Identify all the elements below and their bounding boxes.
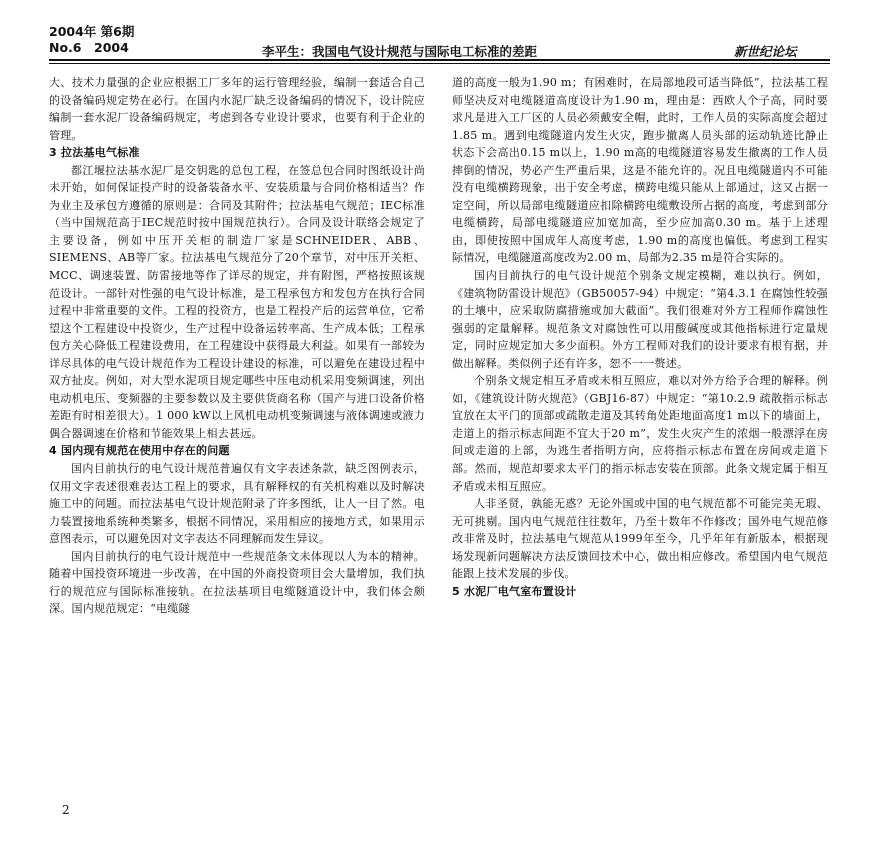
- right-column: [452, 74, 828, 600]
- paragraph: 国内目前执行的电气设计规范普遍仅有文字表述条款，缺乏图例表示，仅用文字表述很难表达工程上的要求，具有解释权的有关机构难以及时解决施工中的问题。而拉法基电气设计规范附录了许多图纸，让人一目了然。电力装置接地系统种类繁多，根据不同情况，采用相应的接地方式，如果用示意图表示，可以避免因对文字表达不同理解而发生异议。: [49, 462, 425, 546]
- journal-name: 新世纪论坛: [734, 44, 797, 59]
- running-title: 李平生：我国电气设计规范与国际电工标准的差距: [262, 44, 538, 59]
- issue-info: [49, 24, 134, 56]
- paragraph: 国内目前执行的电气设计规范中一些规范条文未体现以人为本的精神。随着中国投资环境进一步改善，在中国的外商投资项目会大量增加，我们执行的规范应与国际标准接轨。在拉法基项目电缆隧道设计中，我们体会颇深。国内规范规定：“电缆隧: [49, 549, 425, 616]
- paragraph: 人非圣贤，孰能无惑？无论外国或中国的电气规范都不可能完美无瑕、无可挑剔。国内电气规范往往数年，乃至十数年不作修改；国外电气规范修改非常及时，拉法基电气规范从1999年至今，几乎年年有新版本，根据现场发现新问题解决方法反馈回技术中心，做出相应修改。希望国内电气规范能跟上技术发展的步伐。: [452, 497, 828, 581]
- section-heading: 4 国内现有规范在使用中存在的问题: [49, 444, 230, 458]
- header-rule-thick: [49, 59, 830, 61]
- issue-number: No.6 2004: [49, 40, 129, 55]
- header-rule-thin: [49, 63, 830, 64]
- section-heading: 3 拉法基电气标准: [49, 146, 140, 160]
- paragraph: 国内目前执行的电气设计规范个别条文规定模糊，难以执行。例如，《建筑物防雷设计规范》（GB50057-94）中规定：“第4.3.1 在腐蚀性较强的土壤中，应采取防腐措施或加大截面”。我们很难对外方工程师作腐蚀性强弱的定量解释。规范条文对腐蚀性可以用酸碱度或其他指标进行定量规定，同时应规定加大多少面积。外方工程师对我们的设计要求有根有据，并做出解释。类似例子还有许多，恕不一一赘述。: [452, 269, 828, 370]
- paragraph: 大、技术力量强的企业应根据工厂多年的运行管理经验，编制一套适合自己的设备编码规定势在必行。在国内水泥厂缺乏设备编码的情况下，设计院应编制一套水泥厂设备编码规定，考虑到各专业设计要求，也要有利于企业的管理。: [49, 76, 425, 142]
- section-heading: 5 水泥厂电气室布置设计: [452, 584, 577, 598]
- left-column: [49, 74, 425, 618]
- year-issue: 2004年 第6期: [49, 24, 135, 39]
- paragraph: 道的高度一般为1.90 m；有困难时，在局部地段可适当降低”，拉法基工程师坚决反对电缆隧道高度设计为1.90 m，理由是：西欧人个子高，同时要求凡是进入工厂区的人员必须戴安全帽，此时，工作人员的实际高度会超过1.85 m。遇到电缆隧道内发生火灾，跑步撤离人员头部的运动轨迹比静止状态下会高出0.15 m以上，1.90 m高的电缆隧道容易发生撤离的工作人员摔倒的情况，势必产生严重后果，这是不能允许的。况且电缆隧道内不可能没有电缆横跨现象，出于安全考虑，横跨电缆只能从上部通过，这又占据一定空间，所以局部电缆隧道应扣除横跨电缆敷设所占据的高度，考虑到部分电缆横跨，局部电缆隧道应加宽加高，至少应加高0.30 m。基于上述理由，即使按照中国成年人高度考虑，1.90 m的高度也偏低。考虑到工程实际情况，电缆隧道高度改为2.00 m、局部为2.35 m是符合实际的。: [452, 76, 828, 265]
- paragraph: 个别条文规定相互矛盾或未相互照应，难以对外方给予合理的解释。例如，《建筑设计防火规范》（GBJ16-87）中规定：“第10.2.9 疏散指示标志宜放在太平门的顶部或疏散走道及其转角处距地面高度1 m以下的墙面上，走道上的指示标志间距不宜大于20 m”，发生火灾产生的浓烟一般漂浮在房间或走道的上部，为逃生者指明方向，应将指示标志布置在房间或走道下部。然而，规范却要求太平门的指示标志安装在顶部。此条文规定属于相互矛盾或未相互照应。: [452, 374, 828, 493]
- paragraph: 都江堰拉法基水泥厂是交钥匙的总包工程，在签总包合同时图纸设计尚未开始，如何保证投产时的设备装备水平、安装质量与合同价格相适当？作为业主及承包方遵循的原则是：合同及其附件；拉法基电气规范；IEC标准（当中国规范高于IEC规范时按中国规范执行）。合同及设计联络会规定了主要设备，例如中压开关柜的制造厂家是SCHNEIDER、ABB、SIEMENS、AB等厂家。拉法基电气规范分了20个章节，对中压开关柜、MCC、调速装置、防雷接地等作了详尽的规定，并有附图，严格按照该规范设计。一部针对性强的电气设计标准，是工程承包方和发包方在执行合同过程中非常重要的文件。工程的投资方，也是工程投产后的运营单位，它希望这个工程建设中投资少，生产过程中设备运转率高、生产成本低；工程承包方关心降低工程建设费用，在工程建设中获得最大利益。如果有一部较为详尽具体的电气设计规范作为工程设计建设的标准，可以避免在建设过程中双方扯皮。例如，对大型水泥项目规定哪些中压电动机采用变频调速，列出电动机电压、变频器的主要参数以及主要供货商名称（国产与进口设备价格差距有时相差很大）。1 000 kW以上风机电动机变频调速与液体调速或液力偶合器调速在价格和节能效果上相去甚远。: [49, 163, 425, 440]
- page-number: 2: [62, 803, 70, 817]
